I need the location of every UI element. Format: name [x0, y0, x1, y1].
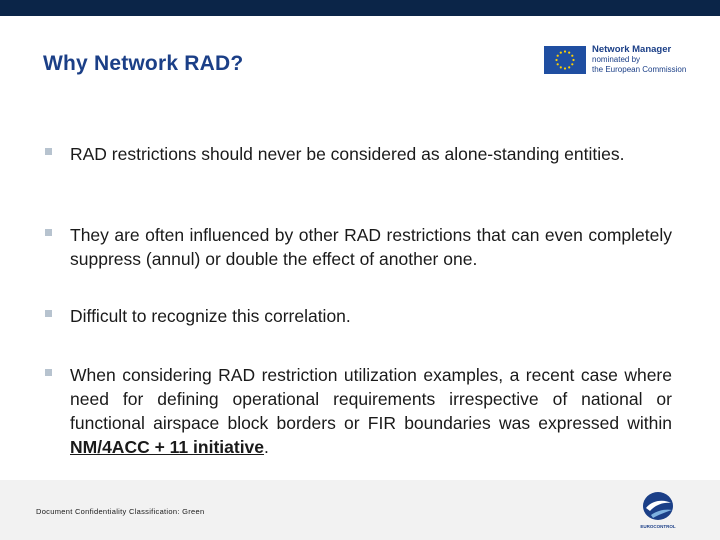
bullet-text-end: . [264, 437, 269, 457]
bullet-text [70, 363, 672, 459]
eurocontrol-label: EUROCONTROL [640, 524, 676, 529]
logo-line-2: nominated by [592, 55, 641, 64]
top-bar [0, 0, 720, 16]
footer [0, 480, 720, 540]
bullet-text: They are often influenced by other RAD restrictions that can even completely suppress (annul) or double the effect of another one. [70, 225, 672, 269]
slide-title: Why Network RAD? [43, 52, 244, 75]
square-bullet-icon [45, 369, 52, 376]
network-manager-logo [544, 44, 694, 76]
eurocontrol-logo-icon [638, 490, 678, 534]
bullet-text: Difficult to recognize this correlation. [70, 306, 351, 326]
confidentiality-classification: Document Confidentiality Classification: Green [36, 507, 205, 516]
square-bullet-icon [45, 148, 52, 155]
bullet-text-part: When considering RAD restriction utilization examples, a recent case where need for defining operational requirements irrespective of national or functional airspace block borders or FIR boundaries was expressed within [70, 365, 672, 433]
logo-brand: Network Manager [592, 44, 672, 55]
logo-line-3: the European Commission [592, 64, 687, 74]
bullet-text: RAD restrictions should never be considered as alone-standing entities. [70, 144, 625, 164]
logo-text [592, 44, 686, 74]
eu-flag-icon [544, 46, 586, 74]
initiative-link[interactable]: NM/4ACC + 11 initiative [70, 437, 265, 457]
square-bullet-icon [45, 229, 52, 236]
square-bullet-icon [45, 310, 52, 317]
